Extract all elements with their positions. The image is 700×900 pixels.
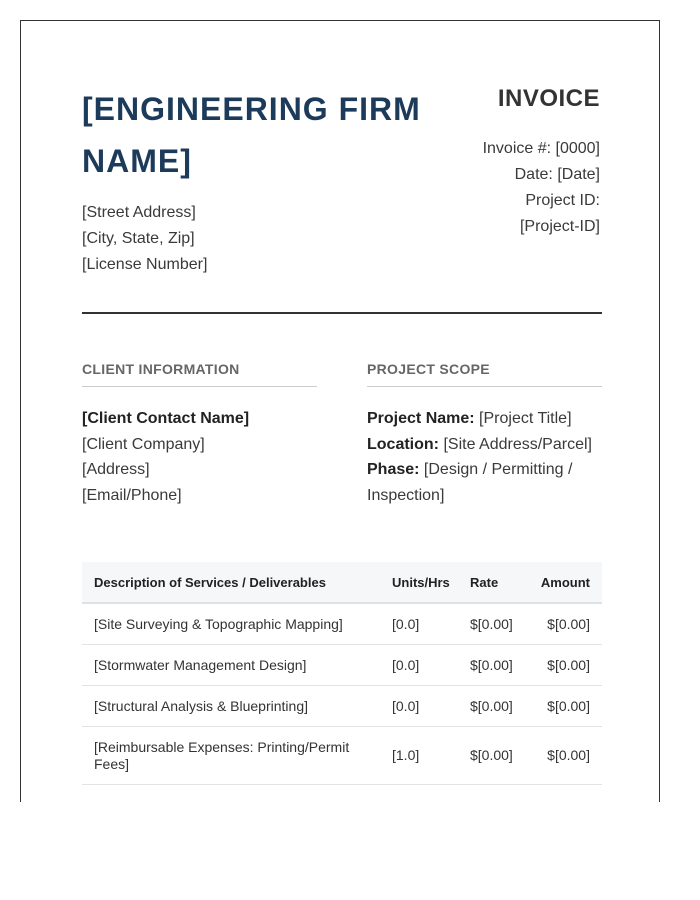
invoice-meta <box>400 136 600 240</box>
client-address: [Address] <box>82 461 150 478</box>
row-description: [Reimbursable Expenses: Printing/Permit Fees] <box>82 727 380 785</box>
phase-value: [Design / Permitting / Inspection] <box>367 461 573 504</box>
firm-street: [Street Address] <box>82 204 196 221</box>
client-information-section <box>82 361 317 508</box>
project-name-line <box>367 406 602 432</box>
services-table <box>82 562 602 785</box>
row-rate: $[0.00] <box>450 645 516 686</box>
invoice-title: INVOICE <box>497 85 600 112</box>
header-units: Units/Hrs <box>380 562 450 603</box>
header-description: Description of Services / Deliverables <box>82 562 380 603</box>
project-id-label: Project ID: <box>525 192 600 209</box>
row-units: [0.0] <box>380 686 450 727</box>
client-company: [Client Company] <box>82 435 205 453</box>
project-name-value: [Project Title] <box>474 410 572 427</box>
row-amount: $[0.00] <box>516 686 602 727</box>
row-description: [Structural Analysis & Blueprinting] <box>82 686 380 727</box>
phase-label: Phase: <box>367 461 420 478</box>
location-label: Location: <box>367 435 439 453</box>
firm-license: [License Number] <box>82 256 208 273</box>
row-description: [Site Surveying & Topographic Mapping] <box>82 603 380 645</box>
row-units: [0.0] <box>380 603 450 645</box>
project-scope-section <box>367 361 602 508</box>
row-description: [Stormwater Management Design] <box>82 645 380 686</box>
client-information-heading: CLIENT INFORMATION <box>82 361 317 387</box>
client-contact-name: [Client Contact Name] <box>82 410 250 427</box>
project-name-label: Project Name: <box>367 410 475 427</box>
table-row <box>82 645 602 686</box>
invoice-page <box>20 20 660 802</box>
project-scope-body <box>367 406 602 508</box>
firm-city: [City, State, Zip] <box>82 230 195 247</box>
header-divider <box>82 312 602 314</box>
client-information-body <box>82 406 317 508</box>
row-rate: $[0.00] <box>450 686 516 727</box>
row-amount: $[0.00] <box>516 603 602 645</box>
firm-address <box>82 200 207 278</box>
header-amount: Amount <box>516 562 602 603</box>
firm-name: [ENGINEERING FIRM NAME] <box>82 91 421 179</box>
row-rate: $[0.00] <box>450 603 516 645</box>
project-scope-heading: PROJECT SCOPE <box>367 361 602 387</box>
row-amount: $[0.00] <box>516 727 602 785</box>
invoice-date: Date: [Date] <box>514 166 600 183</box>
table-row <box>82 727 602 785</box>
services-header-row <box>82 562 602 603</box>
row-rate: $[0.00] <box>450 727 516 785</box>
client-email-phone: [Email/Phone] <box>82 486 182 504</box>
row-amount: $[0.00] <box>516 645 602 686</box>
row-units: [1.0] <box>380 727 450 785</box>
project-id-value: [Project-ID] <box>519 218 600 235</box>
location-value: [Site Address/Parcel] <box>439 435 592 453</box>
header-rate: Rate <box>450 562 516 603</box>
location-line <box>367 432 602 458</box>
invoice-number: Invoice #: [0000] <box>482 140 600 157</box>
table-row <box>82 603 602 645</box>
table-row <box>82 686 602 727</box>
phase-line <box>367 457 602 508</box>
row-units: [0.0] <box>380 645 450 686</box>
